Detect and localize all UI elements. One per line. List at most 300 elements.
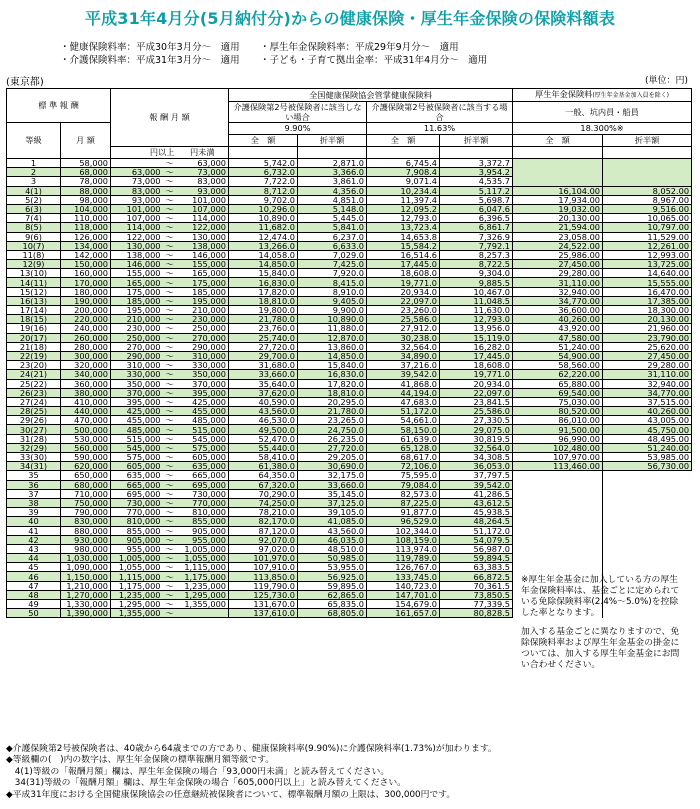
table-cell: 6,732.0 <box>229 168 298 177</box>
table-cell: 300,000 <box>61 351 111 360</box>
table-cell: 72,106.0 <box>367 462 440 471</box>
table-row <box>7 260 692 269</box>
table-cell: 695,000 <box>111 489 163 498</box>
table-cell <box>513 554 603 563</box>
table-cell: 7,029.0 <box>298 250 367 259</box>
header-full: 全 額 <box>229 135 298 147</box>
table-cell: 855,000 <box>177 517 229 526</box>
table-cell: 1,295,000 <box>177 590 229 599</box>
table-cell: 102,344.0 <box>367 526 440 535</box>
table-cell <box>513 508 603 517</box>
table-cell: 16,830.0 <box>229 278 298 287</box>
table-cell: 21(18) <box>7 342 61 351</box>
table-cell: 42 <box>7 535 61 544</box>
table-cell: 290,000 <box>177 342 229 351</box>
table-cell: 40,590.0 <box>229 397 298 406</box>
table-cell: 114,000 <box>177 214 229 223</box>
table-cell: 26,235.0 <box>298 434 367 443</box>
table-cell: 27(24) <box>7 397 61 406</box>
table-cell: ～ <box>163 361 177 370</box>
table-row <box>7 204 692 213</box>
table-cell <box>603 480 692 489</box>
table-cell: 330,000 <box>111 370 163 379</box>
table-cell: 15,840.0 <box>298 361 367 370</box>
table-cell: 54,900.00 <box>513 351 603 360</box>
table-cell: 195,000 <box>177 296 229 305</box>
table-cell: 18,810.0 <box>229 296 298 305</box>
table-cell: 1,355,000 <box>111 609 163 618</box>
table-cell: 21,594.00 <box>513 223 603 232</box>
table-row <box>7 250 692 259</box>
table-cell: 138,000 <box>111 250 163 259</box>
table-cell: 29,280.00 <box>513 269 603 278</box>
table-cell: 790,000 <box>61 508 111 517</box>
table-cell: 54,079.5 <box>440 535 513 544</box>
table-cell: 1,115,000 <box>111 572 163 581</box>
table-cell: 160,000 <box>61 269 111 278</box>
table-cell: 1,090,000 <box>61 563 111 572</box>
table-cell: 13,725.00 <box>603 260 692 269</box>
table-cell: 91,500.00 <box>513 425 603 434</box>
table-cell: 23,790.00 <box>603 333 692 342</box>
table-cell: 3 <box>7 177 61 186</box>
table-cell: 9,405.0 <box>298 296 367 305</box>
table-cell: 146,000 <box>177 250 229 259</box>
table-cell: 545,000 <box>177 434 229 443</box>
table-cell: ～ <box>163 425 177 434</box>
table-cell: 13,860.0 <box>298 342 367 351</box>
header-half: 折半額 <box>603 135 692 147</box>
table-row <box>7 159 692 168</box>
table-cell: 485,000 <box>111 425 163 434</box>
table-cell: 955,000 <box>177 535 229 544</box>
table-cell: 410,000 <box>61 397 111 406</box>
table-cell: 130,000 <box>111 241 163 250</box>
table-cell: 1,150,000 <box>61 572 111 581</box>
table-cell: 905,000 <box>111 535 163 544</box>
table-cell: ～ <box>163 278 177 287</box>
table-cell: 12(9) <box>7 260 61 269</box>
table-cell <box>513 168 603 177</box>
table-cell: 515,000 <box>111 434 163 443</box>
table-cell: ～ <box>163 342 177 351</box>
table-row <box>7 388 692 397</box>
table-cell: 605,000 <box>177 453 229 462</box>
table-cell: 17,820.0 <box>229 287 298 296</box>
table-cell: 79,084.0 <box>367 480 440 489</box>
header-kyokai: 全国健康保険協会管掌健康保険料 <box>229 89 513 102</box>
table-cell: 34,308.5 <box>440 453 513 462</box>
table-cell: ～ <box>163 535 177 544</box>
table-cell: 635,000 <box>177 462 229 471</box>
table-cell: 27,720.0 <box>298 443 367 452</box>
table-cell: 4,535.7 <box>440 177 513 186</box>
table-cell: 107,000 <box>111 214 163 223</box>
table-cell: 665,000 <box>177 471 229 480</box>
table-cell: 710,000 <box>61 489 111 498</box>
table-cell: 12,261.00 <box>603 241 692 250</box>
table-cell: 75,595.0 <box>367 471 440 480</box>
table-cell: 19,771.0 <box>440 370 513 379</box>
table-cell: 320,000 <box>61 361 111 370</box>
table-cell: 59,894.5 <box>440 554 513 563</box>
table-cell: 770,000 <box>177 498 229 507</box>
table-cell: 9,304.0 <box>440 269 513 278</box>
table-cell: 41 <box>7 526 61 535</box>
table-cell: 51,172.0 <box>367 407 440 416</box>
table-cell: 47,683.0 <box>367 397 440 406</box>
table-cell: 137,610.0 <box>229 609 298 618</box>
table-cell: 15(12) <box>7 287 61 296</box>
table-cell: 58,150.0 <box>367 425 440 434</box>
table-cell: 560,000 <box>61 443 111 452</box>
table-cell: 16,830.0 <box>298 370 367 379</box>
table-cell: 83,000 <box>177 177 229 186</box>
header-monthly: 月 額 <box>61 123 111 159</box>
table-cell: 70,361.5 <box>440 581 513 590</box>
table-cell: 61,639.0 <box>367 434 440 443</box>
table-cell: 68,617.0 <box>367 453 440 462</box>
table-cell: 37,620.0 <box>229 388 298 397</box>
table-cell: 10,467.0 <box>440 287 513 296</box>
table-cell: 38 <box>7 498 61 507</box>
table-cell: 12,993.00 <box>603 250 692 259</box>
header-to: 円未満 <box>177 147 229 159</box>
table-cell: 330,000 <box>177 361 229 370</box>
table-cell: 9(6) <box>7 232 61 241</box>
table-cell: 260,000 <box>61 333 111 342</box>
table-cell: 7(4) <box>7 214 61 223</box>
table-cell: ～ <box>163 600 177 609</box>
table-cell: ～ <box>163 388 177 397</box>
table-cell: 61,380.0 <box>229 462 298 471</box>
table-cell: 46,035.0 <box>298 535 367 544</box>
table-cell: 955,000 <box>111 544 163 553</box>
table-cell: 9,071.4 <box>367 177 440 186</box>
pension-fund-note: ※厚生年金基金に加入している方の厚生年金保険料率は、基金ごとに定められている免除保険料率(2.4%～5.0%)を控除した率となります。 加入する基金ごとに異なりますので、免除保険料率および厚生年金基金の掛金については、加入する厚生年金基金にお問い合わせください。 <box>521 575 680 670</box>
table-cell: ～ <box>163 287 177 296</box>
table-cell: 93,000 <box>177 186 229 195</box>
table-cell: 5(2) <box>7 195 61 204</box>
table-cell: 125,730.0 <box>229 590 298 599</box>
table-cell: 20,295.0 <box>298 397 367 406</box>
table-cell <box>603 535 692 544</box>
table-cell: 114,000 <box>111 223 163 232</box>
table-cell: 25,986.00 <box>513 250 603 259</box>
table-cell: 13,266.0 <box>229 241 298 250</box>
table-cell: 1,210,000 <box>61 581 111 590</box>
table-cell <box>177 609 229 618</box>
table-cell: 92,070.0 <box>229 535 298 544</box>
prefecture-label: (東京都) <box>6 77 44 88</box>
table-cell: 65,835.0 <box>298 600 367 609</box>
table-cell: 46,530.0 <box>229 416 298 425</box>
table-cell: 11,048.5 <box>440 296 513 305</box>
header-standard: 標 準 報 酬 <box>7 89 111 123</box>
table-row <box>7 425 692 434</box>
table-cell: 19,032.00 <box>513 204 603 213</box>
table-cell: 45 <box>7 563 61 572</box>
table-cell: 47,580.00 <box>513 333 603 342</box>
header-care: 介護保険第2号被保険者に該当する場合 <box>367 102 513 123</box>
table-cell: 134,000 <box>61 241 111 250</box>
table-cell: 7,792.1 <box>440 241 513 250</box>
table-cell: 104,000 <box>61 204 111 213</box>
table-cell: 310,000 <box>111 361 163 370</box>
table-cell: 575,000 <box>177 443 229 452</box>
header-pension: 厚生年金保険料(厚生年金基金加入員を除く) <box>513 89 692 102</box>
table-cell: 27,720.0 <box>229 342 298 351</box>
table-row <box>7 177 692 186</box>
table-cell: 32,940.00 <box>513 287 603 296</box>
table-cell: 126,767.0 <box>367 563 440 572</box>
table-cell: 13,723.4 <box>367 223 440 232</box>
table-cell: 3,366.0 <box>298 168 367 177</box>
table-cell: 5,698.7 <box>440 195 513 204</box>
table-cell: 82,573.0 <box>367 489 440 498</box>
table-cell: 2 <box>7 168 61 177</box>
table-cell: 20,130.00 <box>513 214 603 223</box>
table-row <box>7 241 692 250</box>
table-cell: 73,850.5 <box>440 590 513 599</box>
table-cell: 515,000 <box>177 425 229 434</box>
table-cell: 39,542.0 <box>440 480 513 489</box>
table-cell: 45,938.5 <box>440 508 513 517</box>
footnote: 34(31)等級の「報酬月額」欄は、厚生年金保険の場合「605,000円以上」と読み替えてください。 <box>6 778 406 789</box>
table-cell: 23(20) <box>7 361 61 370</box>
table-cell: 48,495.00 <box>603 434 692 443</box>
table-cell: 1,235,000 <box>111 590 163 599</box>
table-cell: 107,970.00 <box>513 453 603 462</box>
table-row <box>7 315 692 324</box>
table-cell: 56,925.0 <box>298 572 367 581</box>
table-cell: ～ <box>163 480 177 489</box>
table-cell: 62,865.0 <box>298 590 367 599</box>
table-cell: 8,415.0 <box>298 278 367 287</box>
table-cell: 11,529.00 <box>603 232 692 241</box>
table-row <box>7 535 692 544</box>
footnote: ◆平成31年度における全国健康保険協会の任意継続被保険者について、標準報酬月額の上限は、300,000円です。 <box>6 789 456 800</box>
table-cell: 665,000 <box>111 480 163 489</box>
table-cell: 86,010.00 <box>513 416 603 425</box>
table-cell: 1,355,000 <box>177 600 229 609</box>
table-cell: 545,000 <box>111 443 163 452</box>
table-cell: 34,890.0 <box>367 351 440 360</box>
table-cell: 26(23) <box>7 388 61 397</box>
table-cell: 830,000 <box>61 517 111 526</box>
table-row <box>7 563 692 572</box>
table-cell: 17(14) <box>7 306 61 315</box>
table-cell: 1,270,000 <box>61 590 111 599</box>
table-cell: 10(7) <box>7 241 61 250</box>
table-cell: 11,880.0 <box>298 324 367 333</box>
table-cell: 34,770.00 <box>603 388 692 397</box>
table-cell: 56,987.0 <box>440 544 513 553</box>
table-cell: 31,680.0 <box>229 361 298 370</box>
table-cell: 39,542.0 <box>367 370 440 379</box>
table-cell: 48,510.0 <box>298 544 367 553</box>
table-cell: 10,065.00 <box>603 214 692 223</box>
rate-line: ・健康保険料率：平成30年3月分～ 適用 ・厚生年金保険料率：平成29年9月分～ 適用 <box>60 42 459 53</box>
table-cell: 24(21) <box>7 370 61 379</box>
table-cell: 8,052.00 <box>603 186 692 195</box>
table-cell: 1,115,000 <box>177 563 229 572</box>
table-cell: 240,000 <box>61 324 111 333</box>
table-cell: 14,058.0 <box>229 250 298 259</box>
table-cell: 96,990.00 <box>513 434 603 443</box>
table-cell: 35 <box>7 471 61 480</box>
footnote: ◆介護保険第2号被保険者は、40歳から64歳までの方であり、健康保険料率(9.90%)に介護保険料率(1.73%)が加わります。 <box>6 744 497 754</box>
table-cell <box>513 159 603 168</box>
table-cell: 190,000 <box>61 296 111 305</box>
table-cell <box>603 471 692 480</box>
table-cell: 29,205.0 <box>298 453 367 462</box>
table-cell: ～ <box>163 159 177 168</box>
table-cell: 350,000 <box>177 370 229 379</box>
table-cell: ～ <box>163 489 177 498</box>
table-cell: 15,119.0 <box>440 333 513 342</box>
table-cell: 80,520.00 <box>513 407 603 416</box>
table-cell: 50 <box>7 609 61 618</box>
table-cell <box>513 177 603 186</box>
table-cell: 18,608.0 <box>440 361 513 370</box>
table-cell: 9,885.5 <box>440 278 513 287</box>
table-cell: 9,702.0 <box>229 195 298 204</box>
table-cell: 34(31) <box>7 462 61 471</box>
table-cell: 23,260.0 <box>367 306 440 315</box>
table-cell: 1,175,000 <box>177 572 229 581</box>
table-cell: 17,934.00 <box>513 195 603 204</box>
table-cell: 650,000 <box>61 471 111 480</box>
table-cell: 5,841.0 <box>298 223 367 232</box>
table-cell: 250,000 <box>177 324 229 333</box>
header-half: 折半額 <box>440 135 513 147</box>
table-cell: 370,000 <box>177 379 229 388</box>
table-row <box>7 324 692 333</box>
table-cell <box>513 544 603 553</box>
table-row <box>7 306 692 315</box>
table-cell: 7,326.9 <box>440 232 513 241</box>
rate-info <box>60 41 488 67</box>
table-cell: 19,771.0 <box>367 278 440 287</box>
table-cell: 73,000 <box>177 168 229 177</box>
table-cell: 20,934.0 <box>440 379 513 388</box>
table-cell: 4,851.0 <box>298 195 367 204</box>
table-cell: 87,225.0 <box>367 498 440 507</box>
table-row <box>7 498 692 507</box>
table-cell: 30,690.0 <box>298 462 367 471</box>
table-row <box>7 434 692 443</box>
table-cell: ～ <box>163 241 177 250</box>
table-row <box>7 489 692 498</box>
table-cell <box>603 563 692 572</box>
table-cell: 25,620.00 <box>603 342 692 351</box>
table-cell: 25(22) <box>7 379 61 388</box>
table-cell: 230,000 <box>177 315 229 324</box>
table-cell: 395,000 <box>177 388 229 397</box>
table-cell: 3,861.0 <box>298 177 367 186</box>
table-cell: 12,793.0 <box>440 315 513 324</box>
table-cell: ～ <box>163 443 177 452</box>
table-cell: 12,870.0 <box>298 333 367 342</box>
table-cell: ～ <box>163 526 177 535</box>
table-cell: 18,608.0 <box>367 269 440 278</box>
table-cell: 185,000 <box>111 296 163 305</box>
table-cell: 165,000 <box>177 269 229 278</box>
table-cell: 32,564.0 <box>367 342 440 351</box>
table-cell: 65,880.00 <box>513 379 603 388</box>
table-cell: 340,000 <box>61 370 111 379</box>
table-cell: 63,383.5 <box>440 563 513 572</box>
footnote: 4(1)等級の「報酬月額」欄は、厚生年金保険の場合「93,000円未満」と読み替えてください。 <box>6 766 390 777</box>
table-cell: 230,000 <box>111 324 163 333</box>
table-cell: 6,047.6 <box>440 204 513 213</box>
table-cell: 1 <box>7 159 61 168</box>
table-cell: 455,000 <box>111 416 163 425</box>
table-cell: 7,908.4 <box>367 168 440 177</box>
table-cell: 6,633.0 <box>298 241 367 250</box>
table-row <box>7 397 692 406</box>
table-cell <box>513 563 603 572</box>
table-cell: 82,170.0 <box>229 517 298 526</box>
table-row <box>7 554 692 563</box>
table-row <box>7 471 692 480</box>
table-cell: 180,000 <box>61 287 111 296</box>
table-cell: 53,985.00 <box>603 453 692 462</box>
table-cell: 16,514.6 <box>367 250 440 259</box>
table-cell: 395,000 <box>111 397 163 406</box>
table-cell: 30,238.0 <box>367 333 440 342</box>
table-cell: ～ <box>163 416 177 425</box>
table-cell: 119,790.0 <box>229 581 298 590</box>
table-row <box>7 232 692 241</box>
table-cell: 165,000 <box>111 278 163 287</box>
table-cell: 17,385.00 <box>603 296 692 305</box>
table-cell: 63,000 <box>177 159 229 168</box>
table-cell: 36 <box>7 480 61 489</box>
table-cell: 635,000 <box>111 471 163 480</box>
table-cell: 175,000 <box>177 278 229 287</box>
table-row <box>7 443 692 452</box>
table-cell: 102,480.00 <box>513 443 603 452</box>
table-cell: 32(29) <box>7 443 61 452</box>
table-cell: ～ <box>163 517 177 526</box>
table-cell: 12,793.0 <box>367 214 440 223</box>
table-cell <box>513 480 603 489</box>
table-cell: 14,850.0 <box>229 260 298 269</box>
table-cell: 35,145.0 <box>298 489 367 498</box>
table-cell: 6,861.7 <box>440 223 513 232</box>
table-cell: 17,820.0 <box>298 379 367 388</box>
table-cell: 138,000 <box>177 241 229 250</box>
table-cell: ～ <box>163 581 177 590</box>
table-cell: 270,000 <box>111 342 163 351</box>
table-cell: 4(1) <box>7 186 61 195</box>
table-cell: 51,240.00 <box>513 342 603 351</box>
table-cell: 13,956.0 <box>440 324 513 333</box>
table-cell: 16,282.0 <box>440 342 513 351</box>
table-row <box>7 351 692 360</box>
table-cell: 15,584.2 <box>367 241 440 250</box>
table-cell: 33,660.0 <box>229 370 298 379</box>
table-cell: 73,000 <box>111 177 163 186</box>
table-cell: ～ <box>163 223 177 232</box>
table-cell: 17,445.0 <box>440 351 513 360</box>
table-cell: 5,117.2 <box>440 186 513 195</box>
table-cell: 500,000 <box>61 425 111 434</box>
header-rate-3: 18.300%※ <box>513 123 692 135</box>
table-cell: 8,257.3 <box>440 250 513 259</box>
